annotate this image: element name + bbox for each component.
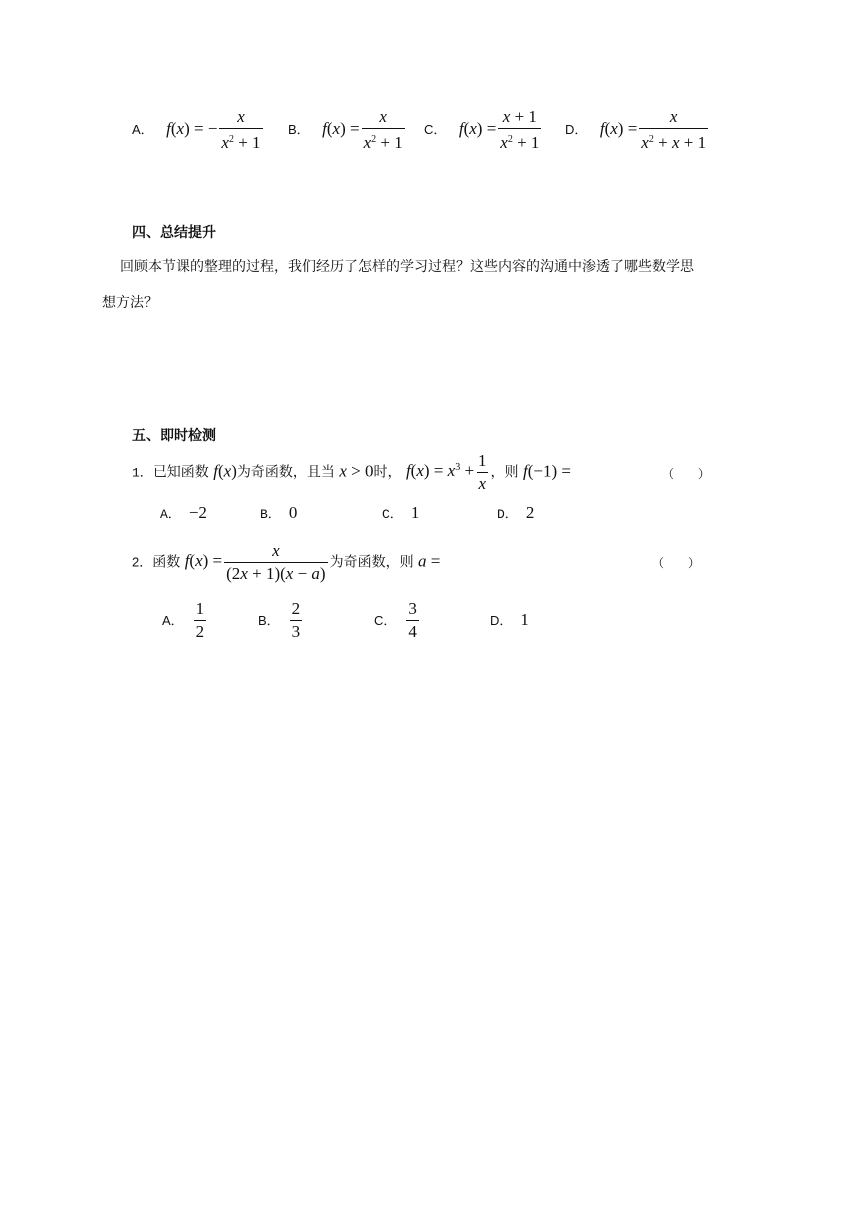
q2-options	[162, 600, 582, 644]
section4-paragraph-line1: 回顾本节课的整理的过程，我们经历了怎样的学习过程？这些内容的沟通中渗透了哪些数学思	[120, 259, 694, 275]
q1-text1: 已知函数	[152, 464, 209, 481]
q2-option-b-value	[290, 600, 303, 641]
q1-option-b-label: B．	[260, 507, 281, 522]
option-d	[565, 108, 710, 152]
q2-option-c-den: 4	[408, 622, 417, 641]
q2-option-d-value: 1	[520, 610, 529, 629]
q2-number: 2．	[132, 554, 153, 570]
section4-paragraph-line2: 想方法？	[102, 295, 158, 311]
q1-option-d-value: 2	[525, 503, 535, 522]
q2-option-c-num: 3	[408, 599, 417, 618]
q2-answer-paren: （ ）	[652, 556, 701, 570]
q2-option-a-value	[194, 600, 207, 641]
q1-option-c-label: C．	[382, 507, 403, 522]
q2-option-c-label: C．	[374, 612, 397, 628]
q2-text1: 函数	[152, 554, 181, 571]
option-b-formula: f(x) = $\frac{x}{x^2 + 1}$	[322, 107, 403, 152]
option-a-formula: f(x) = − $\frac{x}{x^2 + 1}$	[166, 107, 261, 152]
q2-option-c-value	[406, 600, 419, 641]
option-c-label: C．	[424, 121, 447, 137]
question-1: 1．已知函数 f(x)为奇函数，且当 x > 0时， $f(x) = x^3$ + $\frac{1}{x}$ ，则 f(−1) =	[132, 451, 571, 493]
option-b	[288, 108, 407, 152]
q2-option-b-label: B．	[258, 612, 280, 628]
q1-option-d-label: D．	[497, 507, 518, 522]
q2-option-d-label: D．	[490, 613, 513, 628]
question-2: 2．函数 f(x) = $\frac{x}{(2x + 1)(x - a)}$ 为奇函数，则 a =	[132, 541, 441, 583]
q2-option-a-den: 2	[195, 622, 205, 641]
q1-option-a-value: −2	[188, 503, 207, 522]
q2-option-a-label: A．	[162, 612, 184, 628]
q2-text2: 为奇函数，则	[329, 554, 414, 571]
q2-option-a-num: 1	[195, 599, 205, 618]
q1-answer-paren: （ ）	[662, 467, 711, 481]
q1-number: 1．	[132, 465, 153, 481]
option-d-formula: f(x) = $\frac{x}{x^2 + x + 1}$	[599, 107, 707, 152]
option-d-label: D．	[565, 121, 588, 137]
option-c-formula: f(x) = $\frac{x + 1}{x^2 + 1}$	[458, 107, 540, 152]
q1-text4: ，则	[490, 464, 519, 481]
q2-option-b-den: 3	[291, 622, 301, 641]
q1-text3: 时，	[373, 464, 402, 481]
q1-option-b-value: 0	[288, 503, 298, 522]
q1-text2: 为奇函数，且当	[236, 464, 335, 481]
section4-heading: 四、总结提升	[132, 225, 216, 241]
option-c	[424, 108, 543, 152]
option-b-label: B．	[288, 121, 310, 137]
q2-option-b-num: 2	[291, 599, 301, 618]
q1-option-a-label: A．	[160, 507, 181, 522]
q1-option-c-value: 1	[410, 503, 420, 522]
option-a	[132, 108, 265, 152]
option-a-label: A．	[132, 121, 154, 137]
section5-heading: 五、即时检测	[132, 428, 216, 444]
